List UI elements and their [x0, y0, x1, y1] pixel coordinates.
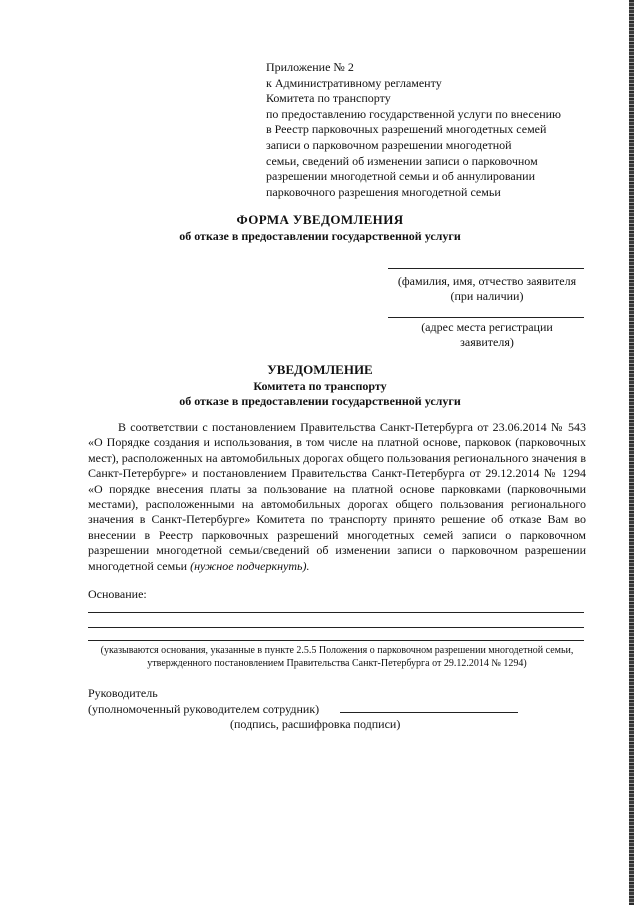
- scan-edge: [629, 0, 634, 905]
- applicant-address-label-2: заявителя): [460, 335, 514, 349]
- signature-caption: (подпись, расшифровка подписи): [230, 717, 401, 731]
- notice-body-italic: (нужное подчеркнуть).: [190, 558, 310, 573]
- signature-role: (уполномоченный руководителем сотрудник): [88, 702, 320, 716]
- appendix-header: [266, 60, 596, 200]
- notice-subtitle-1: Комитета по транспорту: [253, 379, 387, 393]
- signature-line: [340, 712, 518, 713]
- basis-line-1: [88, 612, 584, 613]
- notice-title: УВЕДОМЛЕНИЕ: [267, 362, 373, 377]
- applicant-name-label-1: (фамилия, имя, отчество заявителя: [397, 274, 577, 288]
- applicant-address-label-1: (адрес места регистрации: [421, 320, 553, 334]
- basis-label: Основание:: [88, 587, 147, 601]
- signature-title: Руководитель: [88, 686, 158, 700]
- notice-subtitle-2: об отказе в предоставлении государственной услуги: [179, 394, 461, 408]
- basis-line-2: [88, 627, 584, 628]
- applicant-name-label-2: (при наличии): [450, 289, 524, 303]
- form-subtitle: об отказе в предоставлении государственной услуги: [179, 229, 461, 243]
- form-title: ФОРМА УВЕДОМЛЕНИЯ: [236, 212, 404, 227]
- applicant-address-label: [382, 320, 592, 350]
- appendix-line: семьи, сведений об изменении записи о парковочном: [266, 153, 538, 168]
- applicant-name-label: [382, 274, 592, 304]
- notice-body: [88, 420, 586, 574]
- applicant-address-line: [388, 317, 584, 318]
- notice-body-text: В соответствии с постановлением Правительства Санкт-Петербурга от 23.06.2014 № 543 «О Порядке создания и использования, в том числе на платной основе, парковок (парковочных мест), расположенных на автомобильных дорогах общего пользования регионального значения в Санкт-Петербурге» и постановлением Правительства Санкт-Петербурга от 29.12.2014 № 1294 «О порядке внесения платы за пользование на платной основе парковками (парковочными местами), расположенными на автомобильных дорогах общего пользования регионального значения в Санкт-Петербурге» Комитета по транспорту принято решение об отказе Вам во внесении в Реестр парковочных разрешений многодетных семей записи о парковочном разрешении многодетной семьи/сведений об изменении записи о парковочном разрешении многодетной семьи: [88, 420, 586, 573]
- appendix-line: к Административному регламенту: [266, 75, 442, 90]
- appendix-line: по предоставлению государственной услуги по внесению: [266, 106, 562, 121]
- appendix-line: парковочного разрешения многодетной семьи: [266, 184, 501, 199]
- appendix-line: Комитета по транспорту: [266, 91, 391, 106]
- appendix-line: разрешении многодетной семьи и об аннулировании: [266, 169, 536, 184]
- appendix-line: записи о парковочном разрешении многодетной: [266, 137, 512, 152]
- appendix-line: Приложение № 2: [266, 60, 354, 74]
- basis-note: (указываются основания, указанные в пункте 2.5.5 Положения о парковочном разрешении многодетной семьи, утвержденного постановлением Правительства Санкт-Петербурга от 29.12.2014 № 1294): [100, 645, 574, 669]
- appendix-line: в Реестр парковочных разрешений многодетных семей: [266, 122, 547, 137]
- basis-line-3: [88, 640, 584, 641]
- applicant-name-line: [388, 268, 584, 269]
